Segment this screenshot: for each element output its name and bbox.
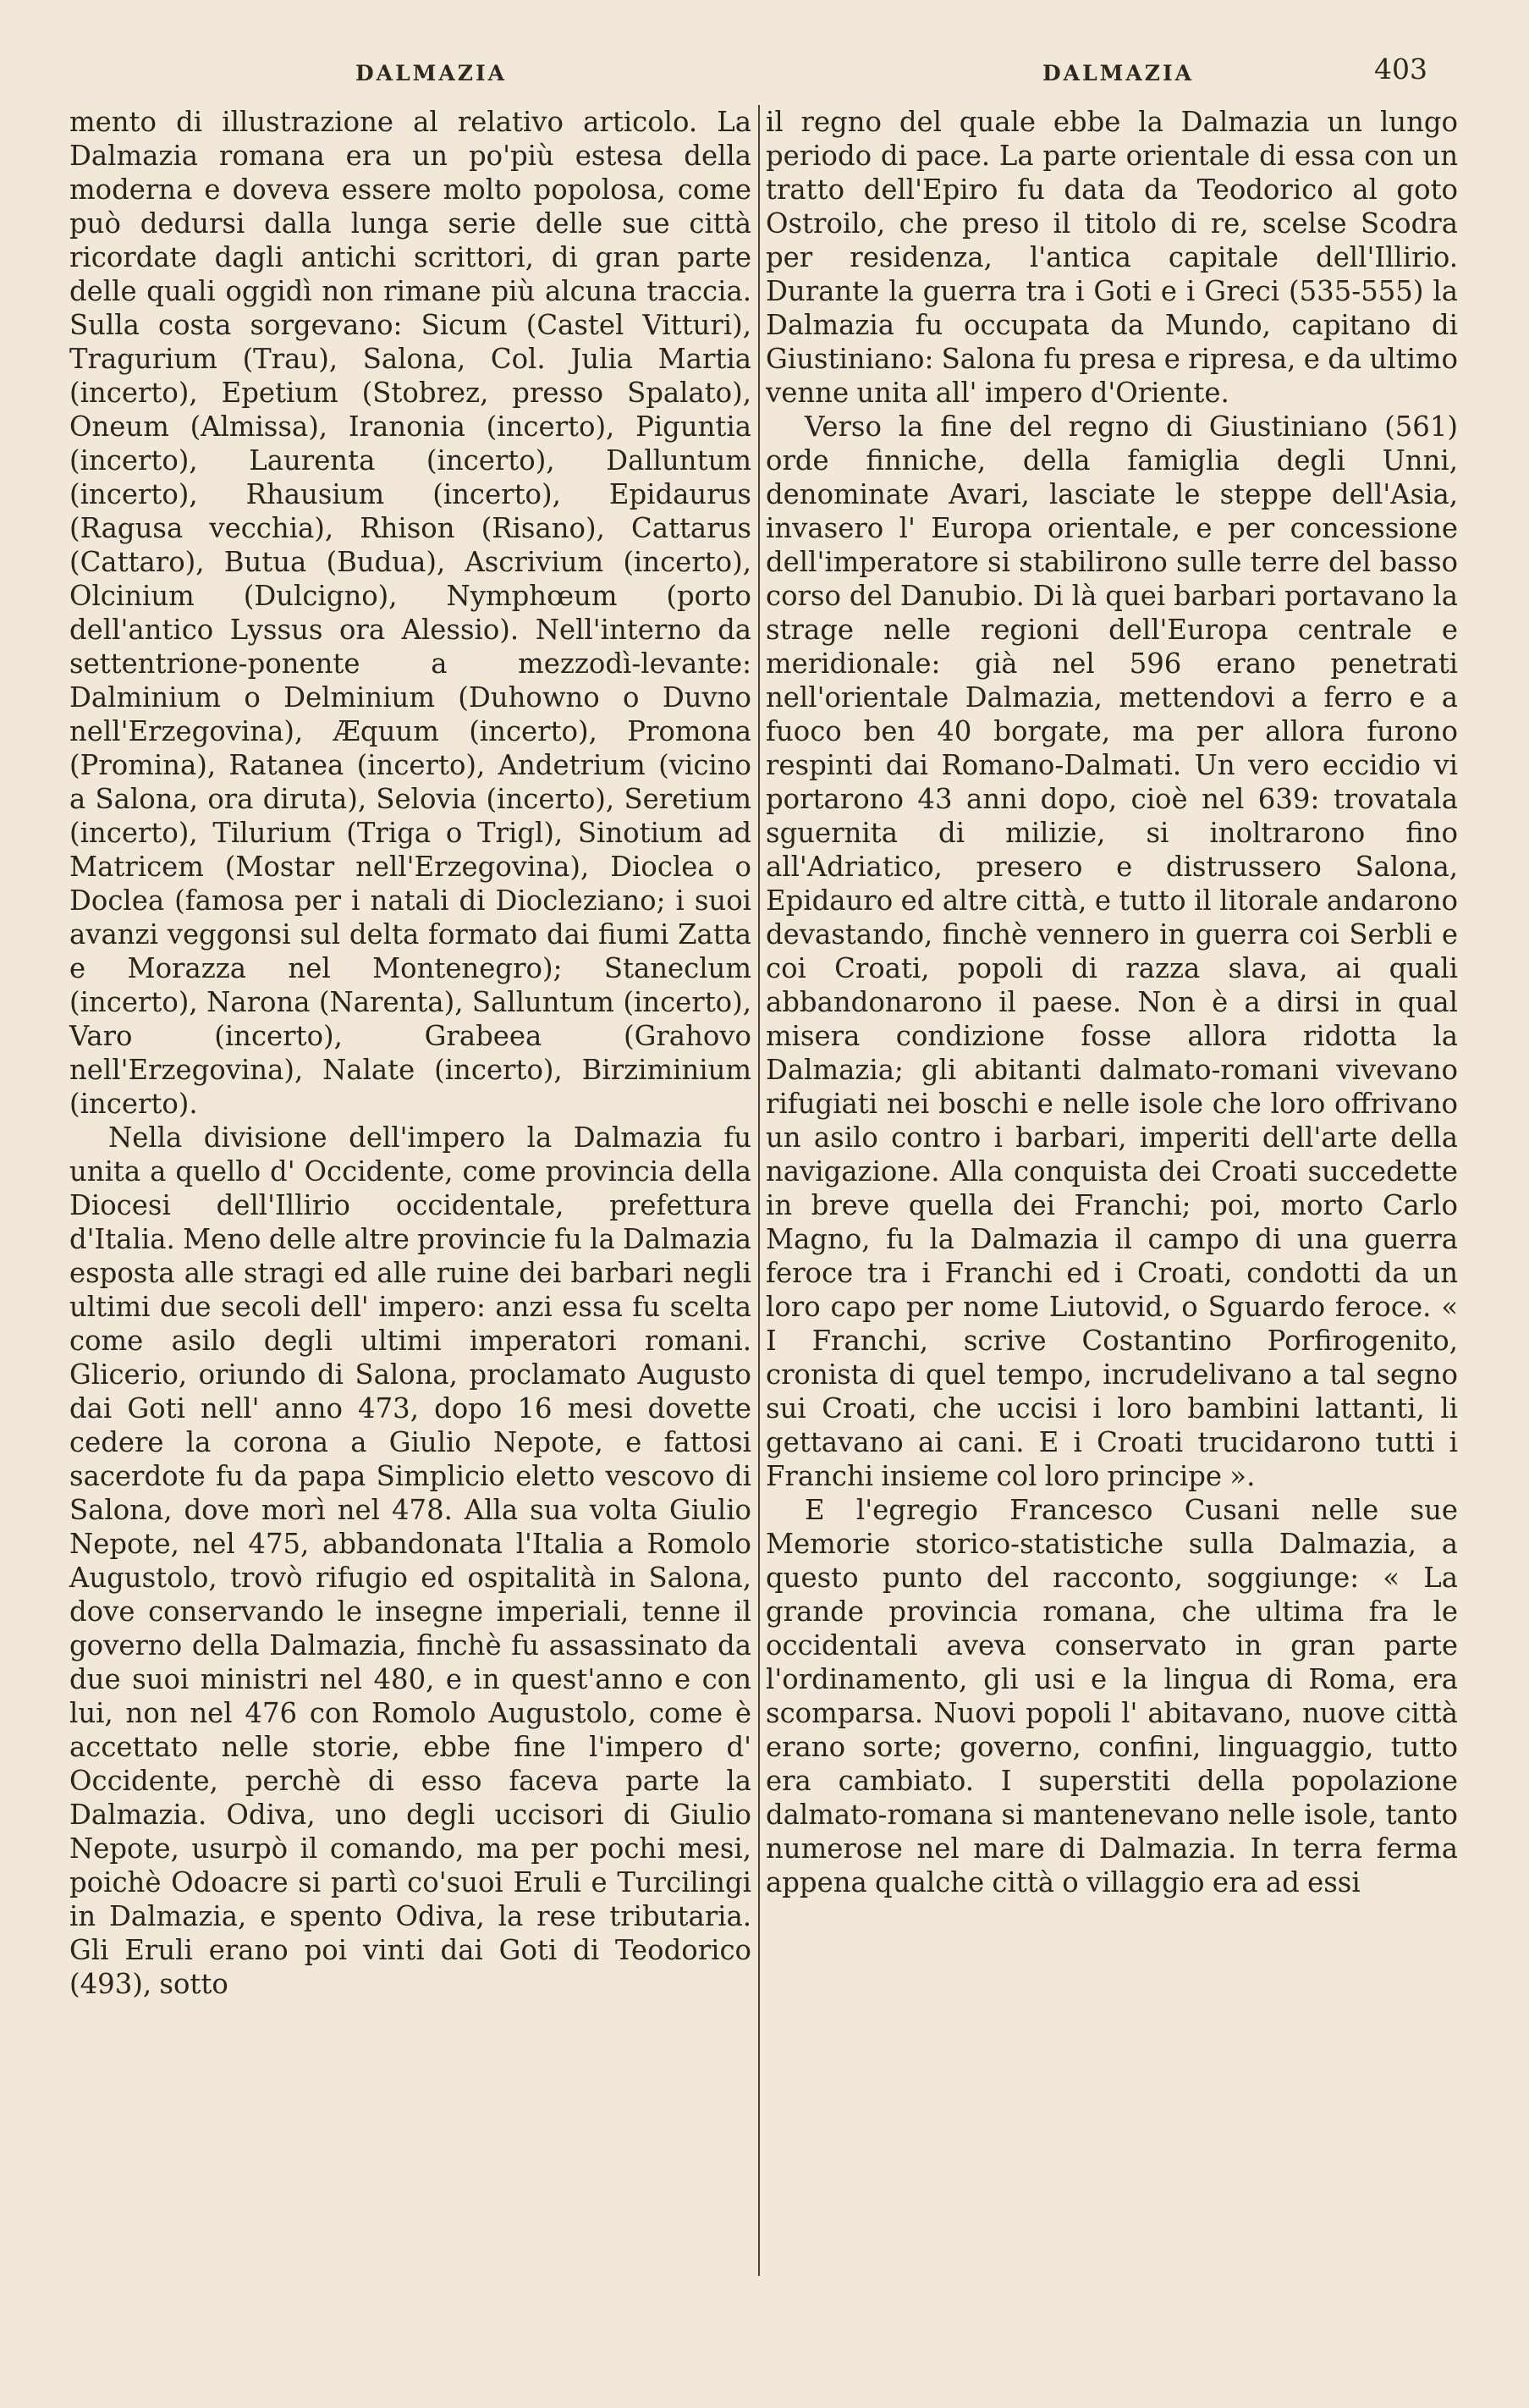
right-paragraph-1: il regno del quale ebbe la Dalmazia un lungo periodo di pace. La parte orientale di essa con un tratto dell'Epiro fu data da Teodorico al goto Ostroilo, che preso il titolo di re, scelse Scodra per residenza, l'antica capitale dell'Illirio. Durante la guerra tra i Goti e i Greci (535-555) la Dalmazia fu occupata da Mundo, capitano di Giustiniano: Salona fu presa e ripresa, e da ultimo venne unita all' impero d'Oriente. [766, 106, 1458, 409]
running-header-left: DALMAZIA [355, 61, 508, 85]
right-paragraph-2: Verso la fine del regno di Giustiniano (561) orde finniche, della famiglia degli Unni, denominate Avari, lasciate le steppe dell'Asia, invasero l' Europa orientale, e per concessione dell'imperatore si stabilirono sulle terre del basso corso del Danubio. Di là quei barbari portavano la strage nelle regioni dell'Europa centrale e meridionale: già nel 596 erano penetrati nell'orientale Dalmazia, mettendovi a ferro e a fuoco ben 40 borgate, ma per allora furono respinti dai Romano-Dalmati. Un vero eccidio vi portarono 43 anni dopo, cioè nel 639: trovatala sguernita di milizie, si inoltrarono fino all'Adriatico, presero e distrussero Salona, Epidauro ed altre città, e tutto il litorale andarono devastando, finchè vennero in guerra coi Serbli e coi Croati, popoli di razza slava, ai quali abbandonarono il paese. Non è a dirsi in qual misera condizione fosse allora ridotta la Dalmazia; gli abitanti dalmato-romani vivevano rifugiati nei boschi e nelle isole che loro offrivano un asilo contro i barbari, imperiti dell'arte della navigazione. Alla conquista dei Croati succedette in breve quella dei Franchi; poi, morto Carlo Magno, fu la Dalmazia il campo di una guerra feroce tra i Franchi ed i Croati, condotti da un loro capo per nome Liutovid, o Sguardo feroce. « I Franchi, scrive Costantino Porfirogenito, cronista di quel tempo, incrudelivano a tal segno sui Croati, che uccisi i loro bambini lattanti, li gettavano ai cani. E i Croati trucidarono tutti i Franchi insieme col loro principe ». [766, 411, 1458, 1492]
right-paragraph-3: E l'egregio Francesco Cusani nelle sue Memorie storico-statistiche sulla Dalmazia, a questo punto del racconto, soggiunge: « La grande provincia romana, che ultima fra le occidentali aveva conservato in gran parte l'ordinamento, gli usi e la lingua di Roma, era scomparsa. Nuovi popoli l' abitavano, nuove città erano sorte; governo, confini, linguaggio, tutto era cambiato. I superstiti della popolazione dalmato-romana si mantenevano nelle isole, tanto numerose nel mare di Dalmazia. In terra ferma appena qualche città o villaggio era ad essi [766, 1494, 1458, 1898]
running-header-right: DALMAZIA [1042, 61, 1195, 85]
right-column [766, 105, 1458, 1899]
left-paragraph-1: mento di illustrazione al relativo articolo. La Dalmazia romana era un po'più estesa della moderna e doveva essere molto popolosa, come può dedursi dalla lunga serie delle sue città ricordate dagli antichi scrittori, di gran parte delle quali oggidì non rimane più alcuna traccia. Sulla costa sorgevano: Sicum (Castel Vitturi), Tragurium (Trau), Salona, Col. Julia Martia (incerto), Epetium (Stobrez, presso Spalato), Oneum (Almissa), Iranonia (incerto), Piguntia (incerto), Laurenta (incerto), Dalluntum (incerto), Rhausium (incerto), Epidaurus (Ragusa vecchia), Rhison (Risano), Cattarus (Cattaro), Butua (Budua), Ascrivium (incerto), Olcinium (Dulcigno), Nymphœum (porto dell'antico Lyssus ora Alessio). Nell'interno da settentrione-ponente a mezzodì-levante: Dalminium o Delminium (Duhowno o Duvno nell'Erzegovina), Æquum (incerto), Promona (Promina), Ratanea (incerto), Andetrium (vicino a Salona, ora diruta), Selovia (incerto), Seretium (incerto), Tilurium (Triga o Trigl), Sinotium ad Matricem (Mostar nell'Erzegovina), Dioclea o Doclea (famosa per i natali di Diocleziano; i suoi avanzi veggonsi sul delta formato dai fiumi Zatta e Morazza nel Montenegro); Staneclum (incerto), Narona (Narenta), Salluntum (incerto), Varo (incerto), Grabeea (Grahovo nell'Erzegovina), Nalate (incerto), Birziminium (incerto). [69, 106, 751, 1120]
left-paragraph-2: Nella divisione dell'impero la Dalmazia fu unita a quello d' Occidente, come provincia della Diocesi dell'Illirio occidentale, prefettura d'Italia. Meno delle altre provincie fu la Dalmazia esposta alle stragi ed alle ruine dei barbari negli ultimi due secoli dell' impero: anzi essa fu scelta come asilo degli ultimi imperatori romani. Glicerio, oriundo di Salona, proclamato Augusto dai Goti nell' anno 473, dopo 16 mesi dovette cedere la corona a Giulio Nepote, e fattosi sacerdote fu da papa Simplicio eletto vescovo di Salona, dove morì nel 478. Alla sua volta Giulio Nepote, nel 475, abbandonata l'Italia a Romolo Augustolo, trovò rifugio ed ospitalità in Salona, dove conservando le insegne imperiali, tenne il governo della Dalmazia, finchè fu assassinato da due suoi ministri nel 480, e in quest'anno e con lui, non nel 476 con Romolo Augustolo, come è accettato nelle storie, ebbe fine l'impero d' Occidente, perchè di esso faceva parte la Dalmazia. Odiva, uno degli uccisori di Giulio Nepote, usurpò il comando, ma per pochi mesi, poichè Odoacre si partì co'suoi Eruli e Turcilingi in Dalmazia, e spento Odiva, la rese tributaria. Gli Eruli erano poi vinti dai Goti di Teodorico (493), sotto [69, 1121, 751, 2000]
column-divider [758, 105, 760, 2276]
left-column [69, 105, 751, 2001]
page-number: 403 [1374, 52, 1427, 85]
